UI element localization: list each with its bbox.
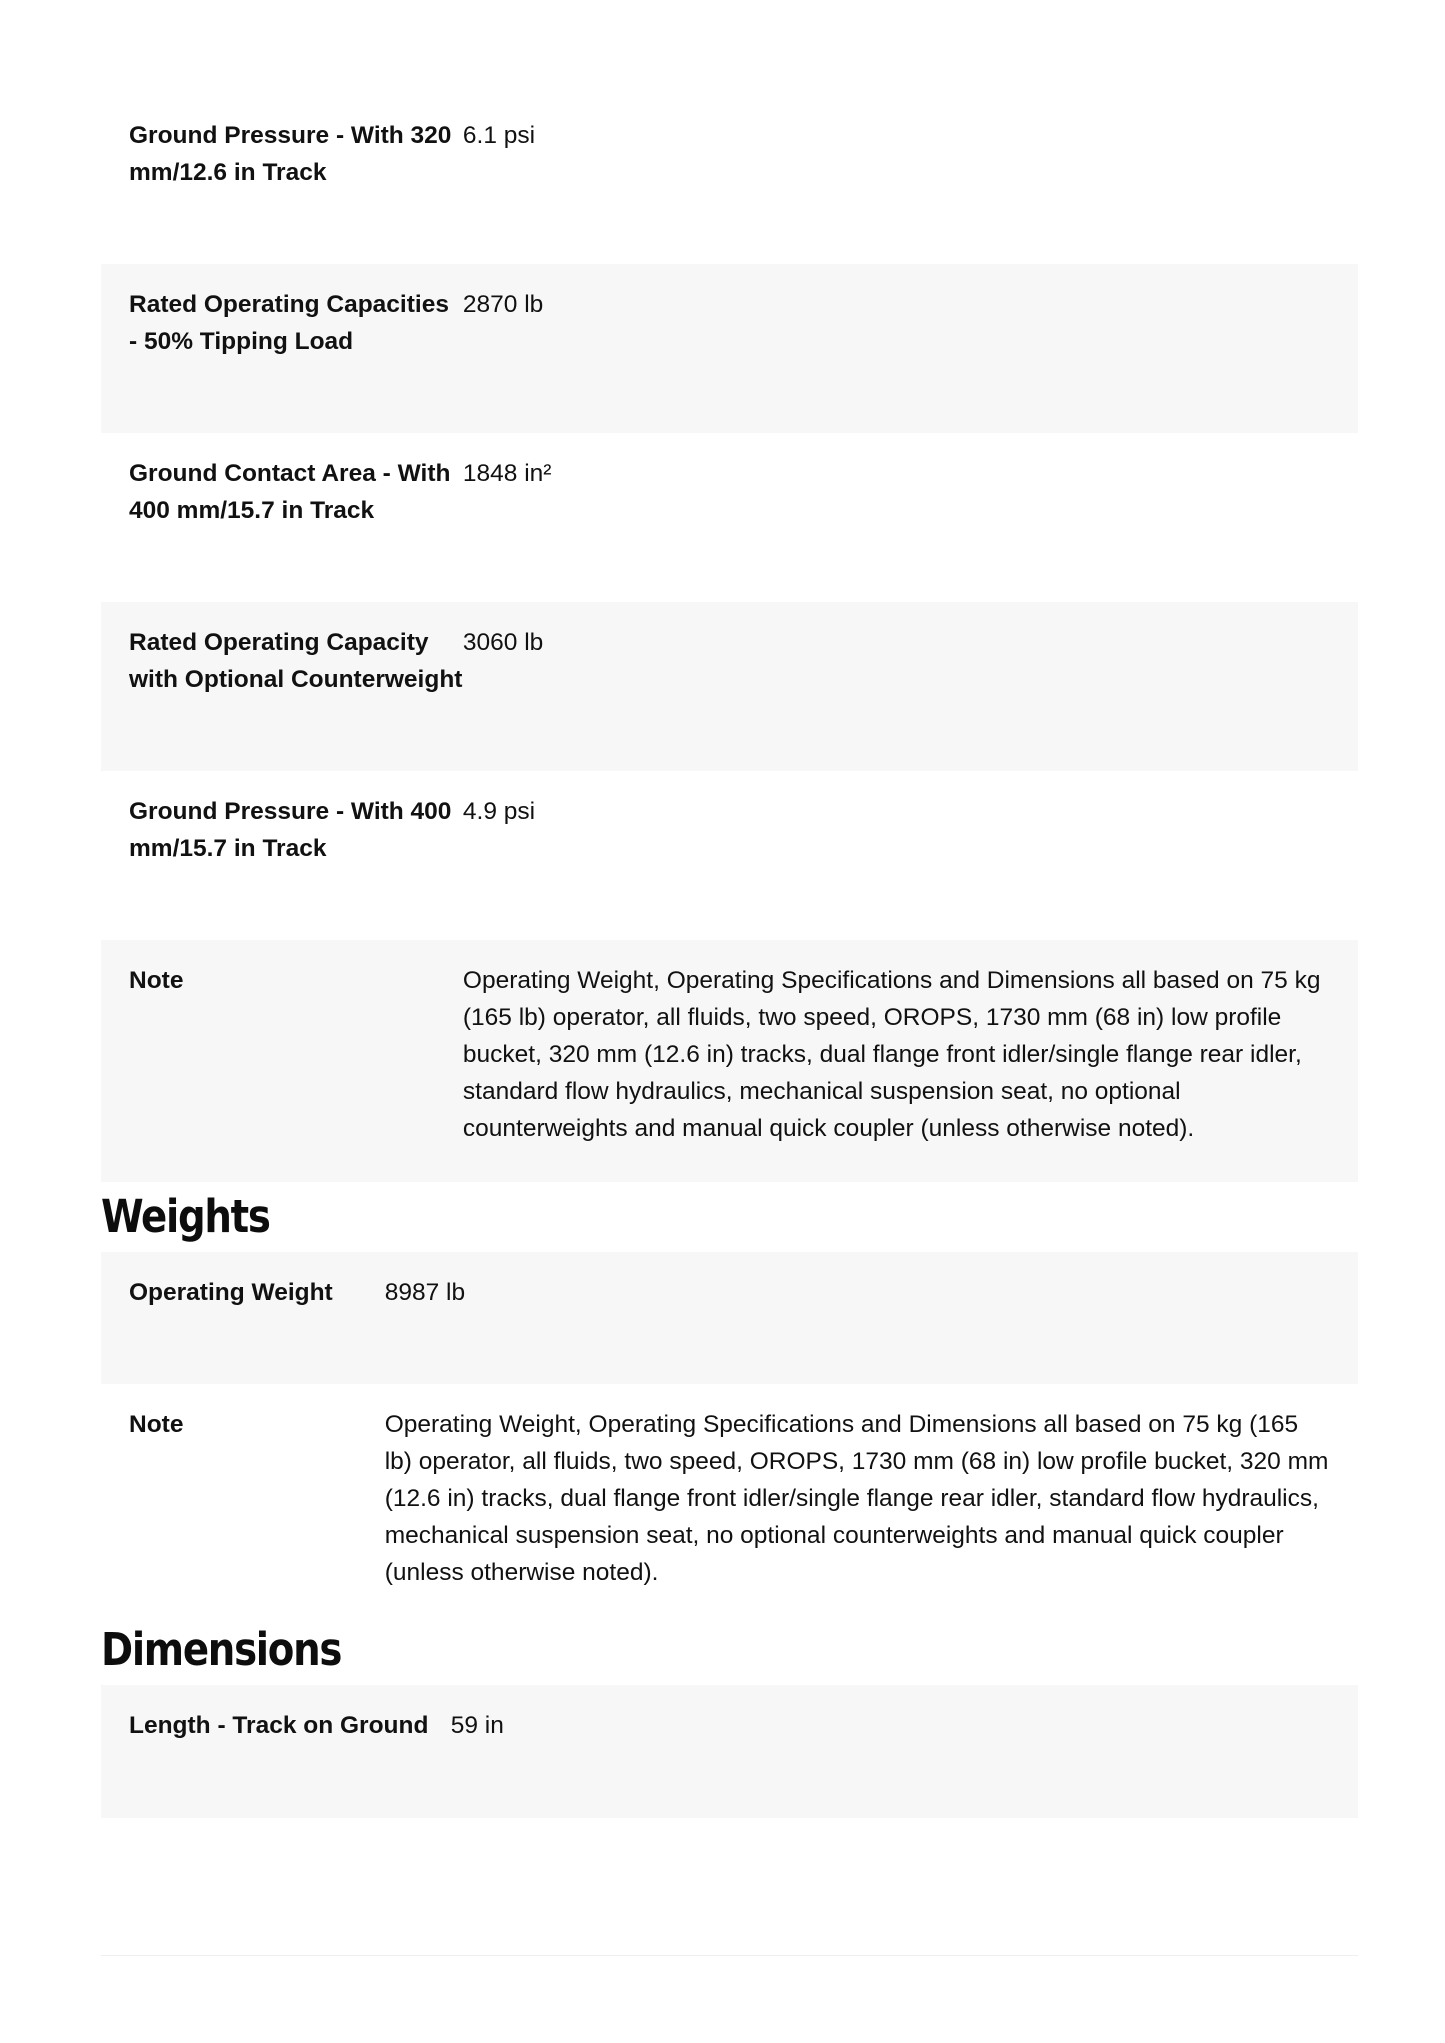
divider <box>101 1955 1358 1956</box>
spec-value: 2870 lb <box>462 291 544 318</box>
dimensions-heading: Dimensions <box>101 1623 342 1676</box>
spec-value: 59 in <box>450 1712 504 1739</box>
spec-value: 1848 in² <box>462 460 552 487</box>
spec-row <box>101 771 1358 940</box>
spec-note-row <box>101 940 1358 1182</box>
spec-label: Rated Operating Capacity with Optional Counterweight <box>129 629 463 693</box>
spec-value: 6.1 psi <box>462 122 536 149</box>
spec-note-row <box>101 1384 1358 1615</box>
weights-heading: Weights <box>101 1190 270 1243</box>
spec-row <box>101 602 1358 771</box>
spec-label: Ground Contact Area - With 400 mm/15.7 in Track <box>129 460 451 524</box>
spec-label: Length - Track on Ground <box>129 1712 429 1739</box>
spec-label: Note <box>129 1411 184 1438</box>
spec-value: 4.9 psi <box>462 798 536 825</box>
spec-value: 3060 lb <box>462 629 544 656</box>
spec-label: Rated Operating Capacities - 50% Tipping Load <box>129 291 449 355</box>
spec-note-text: Operating Weight, Operating Specifications and Dimensions all based on 75 kg (165 lb) operator, all fluids, two speed, OROPS, 1730 mm (68 in) low profile bucket, 320 mm (12.6 in) tracks, dual flange front idler/single flange rear idler, standard flow hydraulics, mechanical suspension seat, no optional counterweights and manual quick coupler (unless otherwise noted). <box>462 967 1321 1142</box>
spec-label: Ground Pressure - With 400 mm/15.7 in Track <box>129 798 452 862</box>
spec-row <box>101 264 1358 433</box>
spec-row <box>101 433 1358 602</box>
spec-label: Operating Weight <box>129 1279 333 1306</box>
spec-row <box>101 1252 1358 1384</box>
spec-note-text: Operating Weight, Operating Specifications and Dimensions all based on 75 kg (165 lb) operator, all fluids, two speed, OROPS, 1730 mm (68 in) low profile bucket, 320 mm (12.6 in) tracks, dual flange front idler/single flange rear idler, standard flow hydraulics, mechanical suspension seat, no optional counterweights and manual quick coupler (unless otherwise noted). <box>384 1411 1329 1586</box>
spec-value: 8987 lb <box>384 1279 466 1306</box>
spec-label: Ground Pressure - With 320 mm/12.6 in Track <box>129 122 452 186</box>
spec-row <box>101 95 1358 264</box>
weights-table <box>101 1252 1358 1615</box>
spec-label: Note <box>129 967 184 994</box>
operating-specs-table <box>101 95 1358 1182</box>
dimensions-table <box>101 1685 1358 1818</box>
spec-row <box>101 1685 1358 1818</box>
